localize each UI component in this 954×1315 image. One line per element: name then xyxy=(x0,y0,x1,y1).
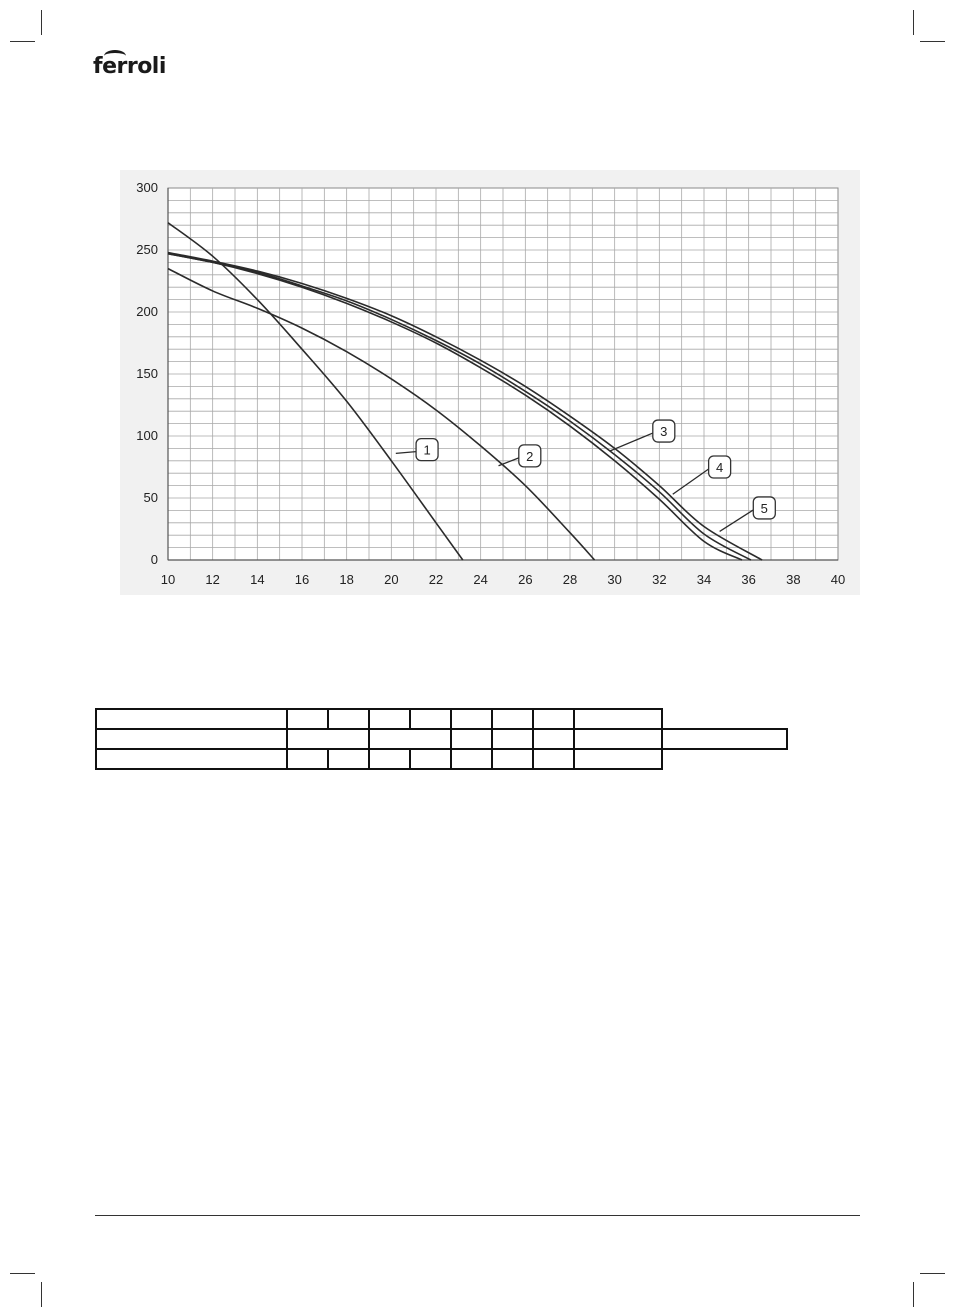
table-cell xyxy=(492,709,533,729)
x-tick-label: 30 xyxy=(607,572,622,587)
table-cell xyxy=(328,709,369,729)
table-cell xyxy=(451,749,492,769)
x-tick-label: 14 xyxy=(250,572,265,587)
x-tick-label: 40 xyxy=(830,572,846,587)
footer-rule xyxy=(95,1215,860,1216)
table-cell xyxy=(369,729,451,749)
crop-mark xyxy=(913,1282,914,1307)
x-tick-label: 12 xyxy=(205,572,220,587)
table-cell xyxy=(533,709,574,729)
crop-mark xyxy=(41,1282,42,1307)
table-cell xyxy=(451,709,492,729)
callout-label-2: 2 xyxy=(526,448,534,464)
table-cell xyxy=(96,709,287,729)
brand-logo: ferroli xyxy=(93,54,166,79)
crop-mark xyxy=(920,1273,945,1274)
y-tick-label: 0 xyxy=(150,552,158,567)
table-cell xyxy=(287,749,328,769)
x-tick-label: 36 xyxy=(741,572,756,587)
table-cell xyxy=(574,709,661,729)
table-cell xyxy=(328,749,369,769)
table-row xyxy=(96,709,787,729)
y-tick-label: 200 xyxy=(136,304,158,319)
x-tick-label: 34 xyxy=(696,572,712,587)
crop-mark xyxy=(913,10,914,35)
data-table xyxy=(95,708,788,770)
table-cell xyxy=(574,729,661,749)
y-tick-label: 150 xyxy=(136,366,158,381)
table-cell xyxy=(574,749,661,769)
crop-mark xyxy=(10,41,35,42)
table-cell xyxy=(492,729,533,749)
table-row xyxy=(96,749,787,769)
x-tick-label: 32 xyxy=(652,572,667,587)
table-cell xyxy=(96,749,287,769)
crop-mark xyxy=(41,10,42,35)
chart-panel xyxy=(120,170,860,595)
callout-label-5: 5 xyxy=(760,500,768,516)
x-tick-label: 26 xyxy=(518,572,533,587)
table-cell xyxy=(410,709,451,729)
x-tick-label: 20 xyxy=(384,572,399,587)
table-cell xyxy=(533,749,574,769)
table-cell xyxy=(451,729,492,749)
table-cell xyxy=(410,749,451,769)
pump-curve-chart xyxy=(120,170,860,595)
x-tick-label: 22 xyxy=(428,572,444,587)
y-tick-label: 50 xyxy=(143,490,158,505)
callout-label-1: 1 xyxy=(423,442,431,458)
y-tick-label: 300 xyxy=(136,180,158,195)
table-cell xyxy=(662,729,787,749)
x-tick-label: 18 xyxy=(339,572,354,587)
y-tick-label: 100 xyxy=(136,428,158,443)
table-cell xyxy=(287,729,369,749)
table-cell xyxy=(369,749,410,769)
crop-mark xyxy=(920,41,945,42)
callout-label-3: 3 xyxy=(660,424,668,440)
crop-mark xyxy=(10,1273,35,1274)
x-tick-label: 28 xyxy=(562,572,578,587)
x-tick-label: 38 xyxy=(786,572,801,587)
x-tick-label: 24 xyxy=(473,572,488,587)
table-cell xyxy=(369,709,410,729)
table-row xyxy=(96,729,787,749)
x-tick-label: 10 xyxy=(160,572,176,587)
x-tick-label: 16 xyxy=(294,572,310,587)
table-cell xyxy=(492,749,533,769)
table-cell xyxy=(287,709,328,729)
table-cell xyxy=(533,729,574,749)
table-cell xyxy=(96,729,287,749)
callout-label-4: 4 xyxy=(716,460,724,475)
y-tick-label: 250 xyxy=(136,242,158,257)
